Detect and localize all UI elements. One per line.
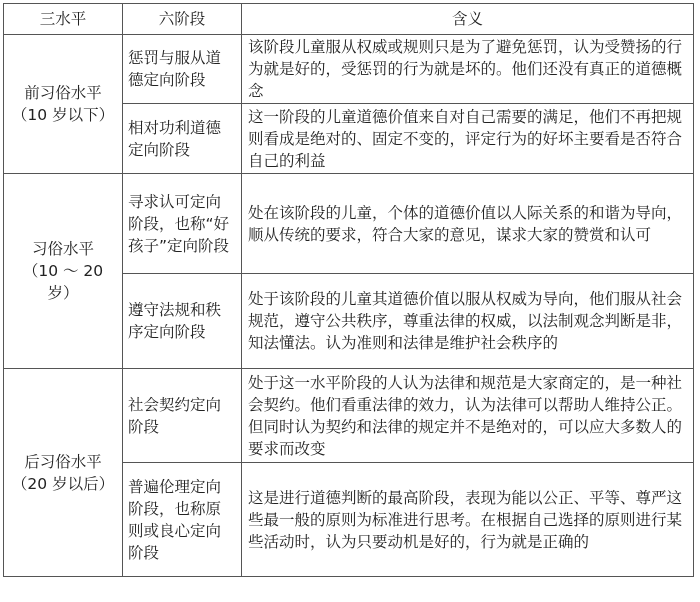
header-row — [4, 4, 694, 35]
table-row — [4, 174, 694, 274]
level-age: （10 ～ 20 岁） — [22, 262, 104, 302]
stage-name: 惩罚与服从道德定向阶段 — [123, 35, 242, 104]
stage-name: 普遍伦理定向阶段，也称原则或良心定向阶段 — [123, 463, 242, 577]
level-name: 后习俗水平 — [24, 452, 102, 471]
stage-description: 该阶段儿童服从权威或规则只是为了避免惩罚，认为受赞扬的行为就是好的，受惩罚的行为就是坏的。他们还没有真正的道德概念 — [242, 35, 694, 104]
stage-description: 处于这一水平阶段的人认为法律和规范是大家商定的，是一种社会契约。他们看重法律的效力，认为法律可以帮助人维持公正。但同时认为契约和法律的规定并不是绝对的，可以应大多数人的要求而改变 — [242, 369, 694, 463]
level-age: （10 岁以下） — [11, 106, 115, 124]
level-cell — [4, 369, 123, 577]
level-age: （20 岁以后） — [11, 474, 115, 493]
stage-description: 处于该阶段的儿童其道德价值以服从权威为导向，他们服从社会规范，遵守公共秩序，尊重法律的权威，以法制观念判断是非，知法懂法。认为准则和法律是维护社会秩序的 — [242, 274, 694, 369]
header-stage: 六阶段 — [123, 4, 242, 35]
level-name: 前习俗水平 — [24, 84, 102, 102]
stage-description: 这是进行道德判断的最高阶段，表现为能以公正、平等、尊严这些最一般的原则为标准进行思考。在根据自己选择的原则进行某些活动时，认为只要动机是好的，行为就是正确的 — [242, 463, 694, 577]
header-meaning: 含义 — [242, 4, 694, 35]
level-cell — [4, 35, 123, 174]
table-row — [4, 369, 694, 463]
level-name: 习俗水平 — [31, 240, 94, 258]
moral-development-table — [3, 3, 694, 577]
stage-description: 这一阶段的儿童道德价值来自对自己需要的满足，他们不再把规则看成是绝对的、固定不变的，评定行为的好坏主要看是否符合自己的利益 — [242, 104, 694, 174]
stage-description: 处在该阶段的儿童，个体的道德价值以人际关系的和谐为导向，顺从传统的要求，符合大家的意见，谋求大家的赞赏和认可 — [242, 174, 694, 274]
stage-name: 社会契约定向阶段 — [123, 369, 242, 463]
level-cell — [4, 174, 123, 369]
stage-name: 寻求认可定向阶段，也称“好孩子”定向阶段 — [123, 174, 242, 274]
header-level: 三水平 — [4, 4, 123, 35]
stage-name: 相对功利道德定向阶段 — [123, 104, 242, 174]
stage-name: 遵守法规和秩序定向阶段 — [123, 274, 242, 369]
table-row — [4, 35, 694, 104]
